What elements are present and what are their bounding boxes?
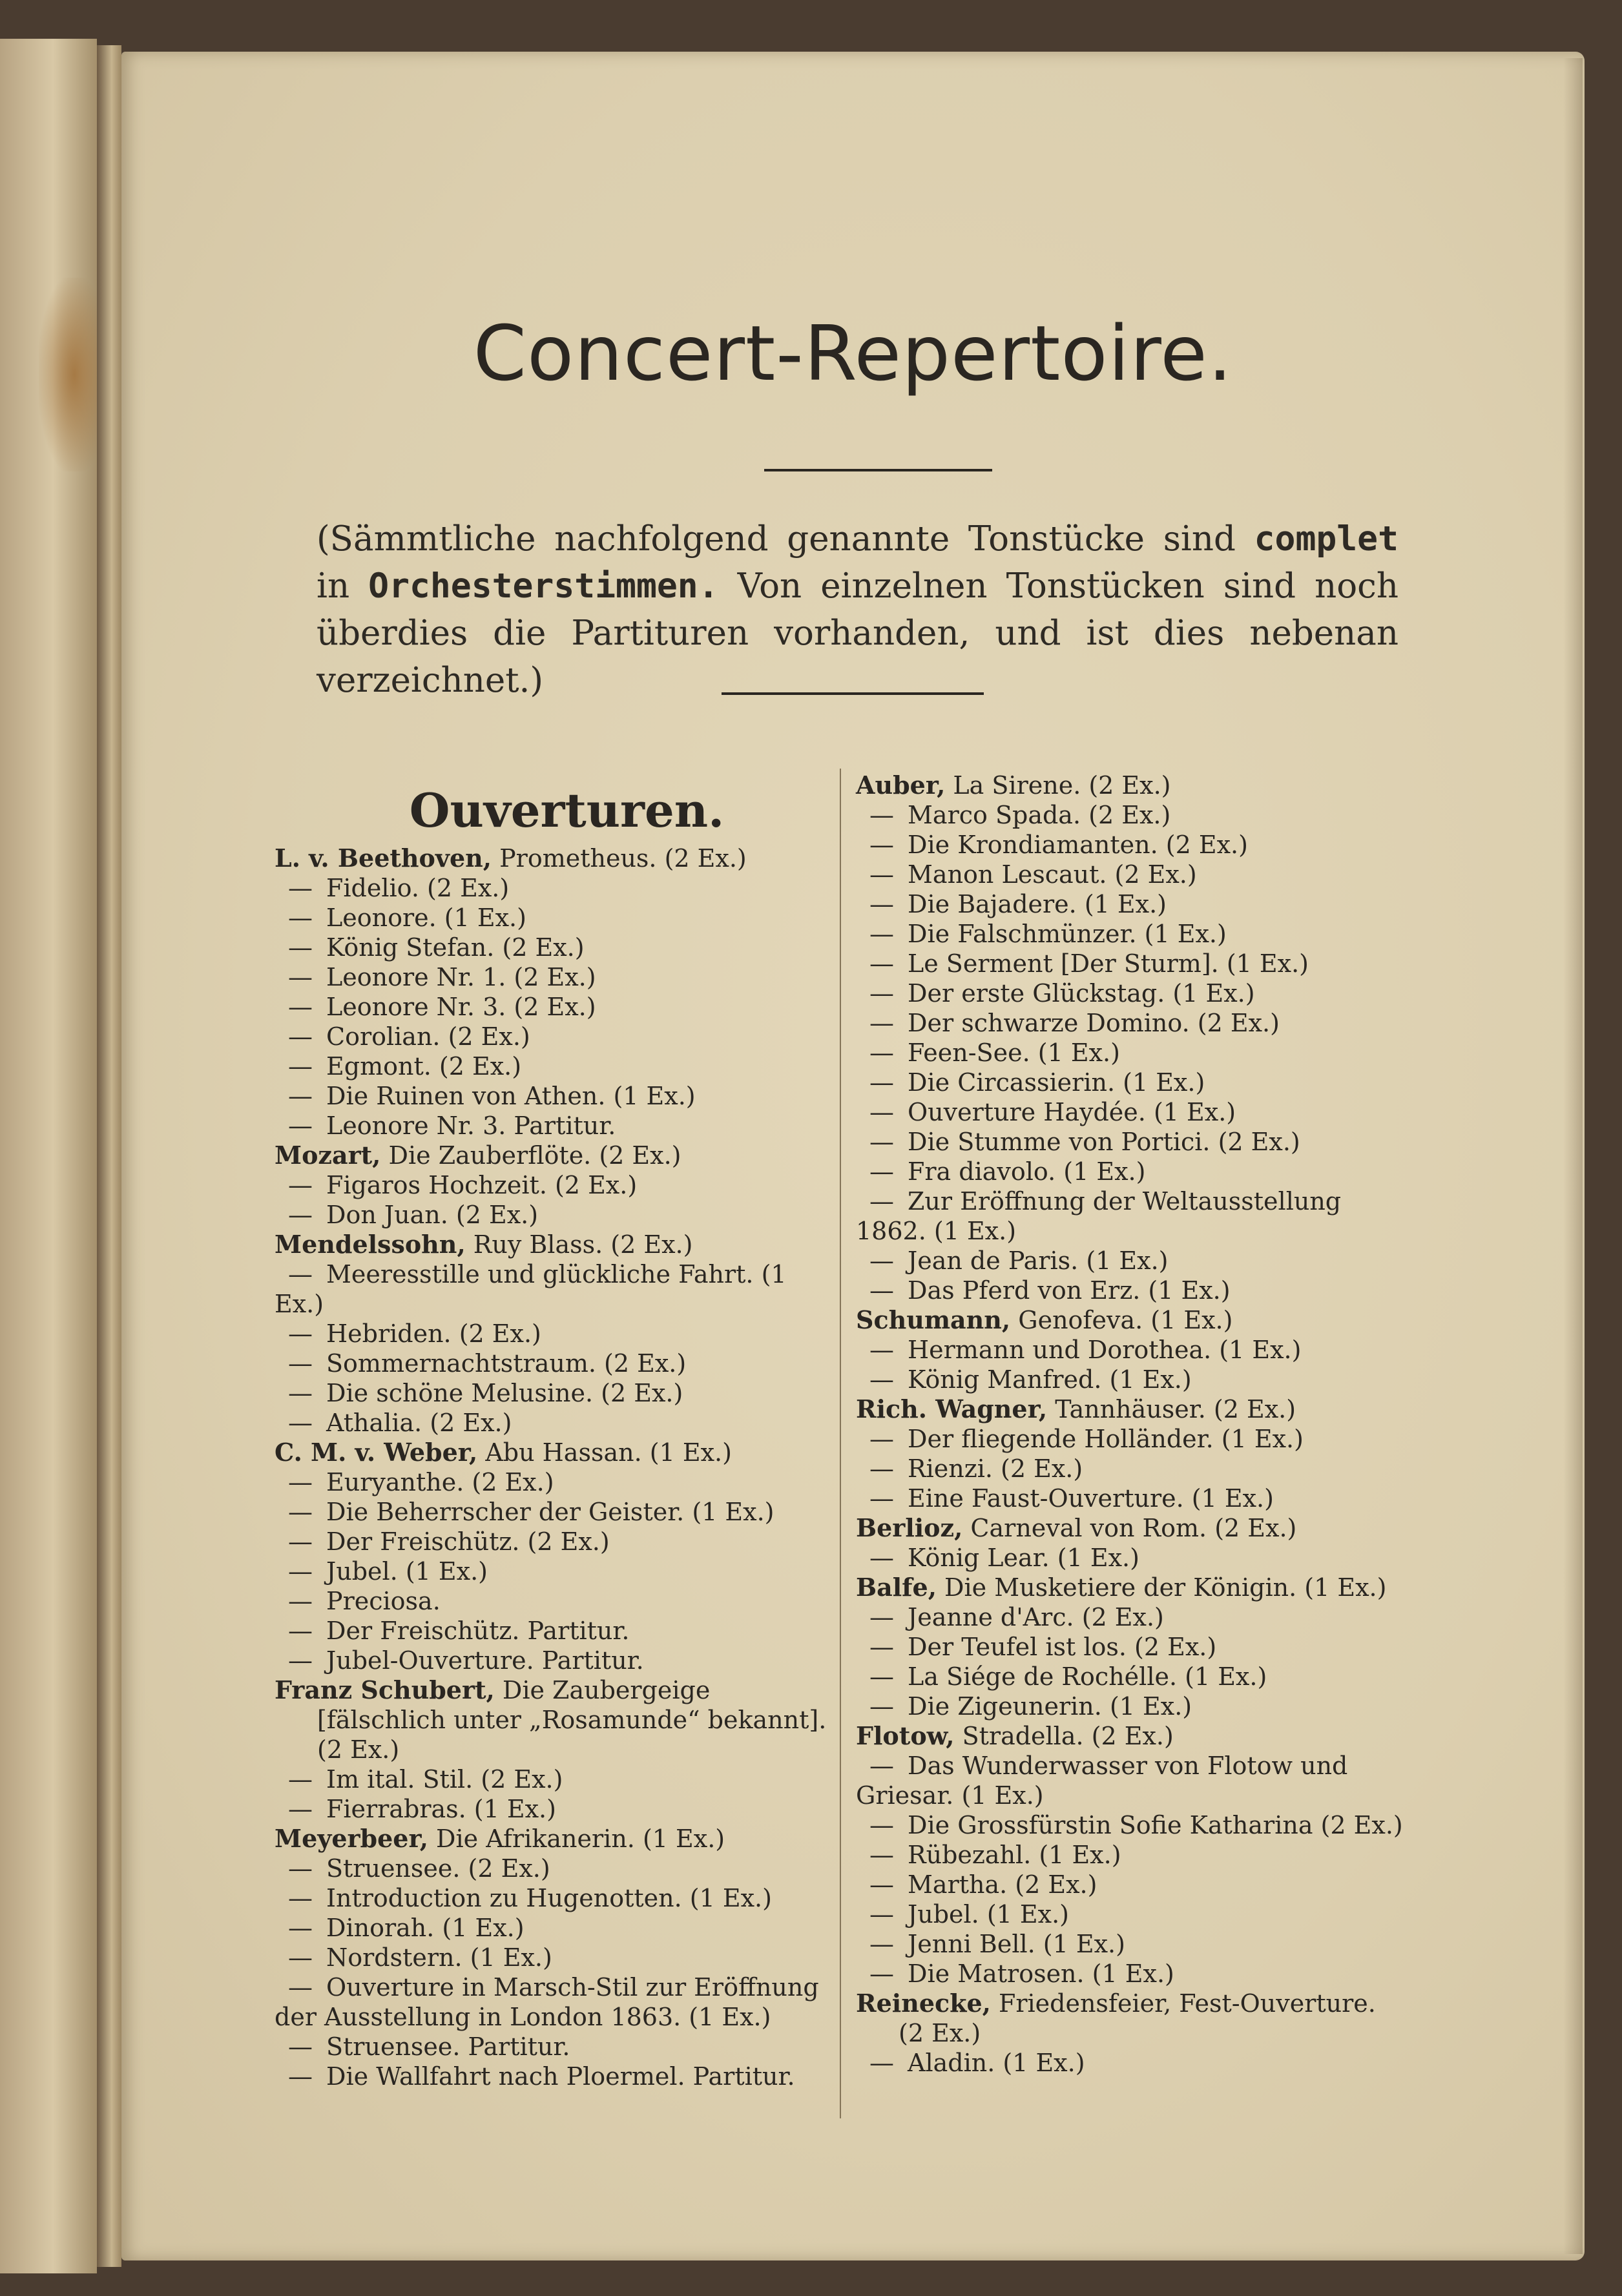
work-title: Eine Faust-Ouverture. (1 Ex.) — [908, 1484, 1274, 1513]
list-item — [856, 1246, 1405, 1276]
list-item — [856, 919, 1405, 949]
list-item — [856, 1186, 1405, 1246]
work-title: Die Beherrscher der Geister. (1 Ex.) — [326, 1498, 775, 1526]
list-item — [275, 933, 833, 962]
work-title: Die Ruinen von Athen. (1 Ex.) — [326, 1082, 696, 1110]
intro-text-1: (Sämmtliche nachfolgend genannte Tonstücke sind — [317, 519, 1254, 559]
title-rule — [764, 469, 992, 471]
list-item — [275, 903, 833, 933]
work-title: Die Bajadere. (1 Ex.) — [908, 890, 1167, 918]
continuation-dash: — — [869, 801, 894, 829]
work-title: Die Krondiamanten. (2 Ex.) — [908, 831, 1248, 859]
left-column-list — [275, 843, 833, 2091]
continuation-dash: — — [288, 1914, 313, 1942]
list-item — [856, 1276, 1405, 1305]
continuation-dash: — — [288, 904, 313, 932]
list-item — [856, 1038, 1405, 1068]
work-title: Die Circassierin. (1 Ex.) — [908, 1068, 1205, 1097]
continuation-dash: — — [288, 1379, 313, 1407]
continuation-dash: — — [869, 860, 894, 889]
work-title: Martha. (2 Ex.) — [908, 1870, 1097, 1899]
work-title: Jeanne d'Arc. (2 Ex.) — [908, 1603, 1164, 1631]
continuation-dash: — — [288, 1557, 313, 1586]
list-item — [856, 1959, 1405, 1989]
work-title: Das Pferd von Erz. (1 Ex.) — [908, 1276, 1231, 1305]
work-title: Prometheus. (2 Ex.) — [492, 844, 747, 873]
work-title: Corolian. (2 Ex.) — [326, 1022, 530, 1051]
list-item — [856, 1305, 1405, 1335]
continuation-dash: — — [869, 1246, 894, 1275]
list-item — [275, 1259, 833, 1319]
work-title: König Lear. (1 Ex.) — [908, 1544, 1139, 1572]
intro-text-3: Von einzelnen Tonstücken sind noch überdies die Partituren vorhanden, und ist dies nebenan verzeichnet.) — [317, 566, 1398, 700]
work-title: König Stefan. (2 Ex.) — [326, 933, 585, 962]
continuation-dash: — — [288, 1943, 313, 1972]
list-item — [275, 1141, 833, 1170]
work-title: Der Freischütz. (2 Ex.) — [326, 1527, 610, 1556]
work-title: Jubel-Ouverture. Partitur. — [326, 1646, 644, 1675]
work-title: Aladin. (1 Ex.) — [908, 2049, 1085, 2077]
work-title: Abu Hassan. (1 Ex.) — [477, 1438, 732, 1467]
work-title: La Sirene. (2 Ex.) — [945, 771, 1171, 800]
composer-name: Berlioz, — [856, 1513, 963, 1542]
work-title: Der fliegende Holländer. (1 Ex.) — [908, 1425, 1304, 1453]
work-title: Die Afrikanerin. (1 Ex.) — [428, 1825, 725, 1853]
continuation-dash: — — [288, 1587, 313, 1615]
continuation-dash: — — [869, 2049, 894, 2077]
work-title: Tannhäuser. (2 Ex.) — [1047, 1395, 1296, 1423]
work-title: Leonore. (1 Ex.) — [326, 904, 526, 932]
column-divider — [840, 769, 841, 2118]
work-title: Die Falschmünzer. (1 Ex.) — [908, 920, 1227, 948]
list-item — [856, 1602, 1405, 1632]
composer-name: L. v. Beethoven, — [275, 843, 492, 873]
continuation-dash: — — [288, 2032, 313, 2061]
list-item — [856, 1454, 1405, 1484]
list-item — [856, 889, 1405, 919]
work-title: Ouverture Haydée. (1 Ex.) — [908, 1098, 1236, 1126]
continuation-dash: — — [869, 1603, 894, 1631]
list-item — [275, 1972, 833, 2032]
list-item — [275, 2032, 833, 2062]
list-item — [856, 1484, 1405, 1513]
work-title: Die schöne Melusine. (2 Ex.) — [326, 1379, 683, 1407]
list-item — [275, 1616, 833, 1646]
work-title: Die Grossfürstin Sofie Katharina (2 Ex.) — [908, 1811, 1403, 1839]
list-item — [275, 1586, 833, 1616]
continuation-dash: — — [288, 1349, 313, 1378]
list-item — [856, 1127, 1405, 1157]
intro-text-2: in — [317, 566, 369, 606]
list-item — [275, 1764, 833, 1794]
continuation-dash: — — [869, 1128, 894, 1156]
composer-name: C. M. v. Weber, — [275, 1438, 478, 1467]
continuation-dash: — — [288, 993, 313, 1021]
work-title: Hermann und Dorothea. (1 Ex.) — [908, 1336, 1302, 1364]
work-title: Nordstern. (1 Ex.) — [326, 1943, 552, 1972]
continuation-dash: — — [869, 1068, 894, 1097]
continuation-dash: — — [869, 1960, 894, 1988]
list-item — [856, 1097, 1405, 1127]
list-item — [275, 843, 833, 873]
continuation-dash: — — [869, 1811, 894, 1839]
continuation-dash: — — [288, 1527, 313, 1556]
work-title: Ruy Blass. (2 Ex.) — [465, 1230, 693, 1259]
work-title: Struensee. Partitur. — [326, 2032, 570, 2061]
list-item — [275, 1557, 833, 1586]
intro-bold-orchesterstimmen: Orchesterstimmen. — [368, 566, 719, 606]
continuation-dash: — — [869, 1930, 894, 1958]
intro-bold-complet: complet — [1254, 519, 1398, 559]
work-title: Im ital. Stil. (2 Ex.) — [326, 1765, 563, 1794]
list-item — [856, 2048, 1405, 2078]
list-item — [856, 1899, 1405, 1929]
work-title: König Manfred. (1 Ex.) — [908, 1365, 1192, 1394]
list-item — [275, 1022, 833, 1051]
work-title: Don Juan. (2 Ex.) — [326, 1201, 539, 1229]
list-item — [275, 1230, 833, 1259]
work-title: Leonore Nr. 3. (2 Ex.) — [326, 993, 596, 1021]
list-item — [275, 1527, 833, 1557]
intro-rule — [722, 692, 984, 695]
list-item — [856, 1157, 1405, 1186]
continuation-dash: — — [288, 1319, 313, 1348]
list-item — [856, 1632, 1405, 1662]
list-item — [856, 1662, 1405, 1691]
work-title: Fidelio. (2 Ex.) — [326, 874, 510, 902]
work-title: Hebriden. (2 Ex.) — [326, 1319, 541, 1348]
work-title: Struensee. (2 Ex.) — [326, 1854, 550, 1883]
list-item — [275, 1111, 833, 1141]
continuation-dash: — — [869, 1365, 894, 1394]
continuation-dash: — — [288, 1765, 313, 1794]
work-title: Meeresstille und glückliche Fahrt. (1 Ex.) — [275, 1260, 787, 1318]
section-title: Ouverturen. — [409, 783, 725, 838]
list-item — [856, 1840, 1405, 1870]
composer-name: Mozart, — [275, 1141, 381, 1170]
list-item — [275, 1319, 833, 1349]
continuation-dash: — — [288, 1052, 313, 1081]
binding-edge — [97, 45, 121, 2267]
continuation-dash: — — [288, 1112, 313, 1140]
continuation-dash: — — [869, 1187, 894, 1215]
list-item — [856, 949, 1405, 978]
work-title: Jubel. (1 Ex.) — [908, 1900, 1069, 1929]
work-title: Die Zaubergeige [fälschlich unter „Rosamunde“ bekannt]. (2 Ex.) — [317, 1676, 827, 1764]
work-title: La Siége de Rochélle. (1 Ex.) — [908, 1662, 1267, 1691]
composer-name: Schumann, — [856, 1305, 1011, 1334]
work-title: Der erste Glückstag. (1 Ex.) — [908, 979, 1255, 1008]
continuation-dash: — — [869, 1276, 894, 1305]
continuation-dash: — — [869, 920, 894, 948]
work-title: Sommernachtstraum. (2 Ex.) — [326, 1349, 687, 1378]
continuation-dash: — — [288, 1171, 313, 1199]
continuation-dash: — — [869, 1009, 894, 1037]
work-title: Die Musketiere der Königin. (1 Ex.) — [936, 1573, 1387, 1602]
list-item — [856, 1751, 1405, 1810]
continuation-dash: — — [288, 1884, 313, 1912]
work-title: Dinorah. (1 Ex.) — [326, 1914, 525, 1942]
continuation-dash: — — [869, 1454, 894, 1483]
list-item — [856, 1335, 1405, 1365]
continuation-dash: — — [288, 1646, 313, 1675]
intro-paragraph — [317, 515, 1398, 704]
work-title: Manon Lescaut. (2 Ex.) — [908, 860, 1197, 889]
continuation-dash: — — [869, 1633, 894, 1661]
continuation-dash: — — [869, 949, 894, 978]
list-item — [856, 1394, 1405, 1424]
list-item — [275, 992, 833, 1022]
work-title: Der schwarze Domino. (2 Ex.) — [908, 1009, 1280, 1037]
work-title: Introduction zu Hugenotten. (1 Ex.) — [326, 1884, 772, 1912]
list-item — [275, 1497, 833, 1527]
work-title: Der Teufel ist los. (2 Ex.) — [908, 1633, 1217, 1661]
continuation-dash: — — [869, 1484, 894, 1513]
continuation-dash: — — [288, 874, 313, 902]
list-item — [275, 1408, 833, 1438]
work-title: Leonore Nr. 3. Partitur. — [326, 1112, 616, 1140]
list-item — [856, 1365, 1405, 1394]
work-title: Carneval von Rom. (2 Ex.) — [962, 1514, 1297, 1542]
composer-name: Franz Schubert, — [275, 1675, 495, 1704]
work-title: Genofeva. (1 Ex.) — [1010, 1306, 1233, 1334]
continuation-dash: — — [869, 1098, 894, 1126]
page-title: Concert-Repertoire. — [473, 309, 1233, 398]
work-title: Rienzi. (2 Ex.) — [908, 1454, 1083, 1483]
list-item — [856, 1870, 1405, 1899]
continuation-dash: — — [869, 1752, 894, 1780]
list-item — [275, 1170, 833, 1200]
continuation-dash: — — [288, 1498, 313, 1526]
continuation-dash: — — [288, 2062, 313, 2091]
work-title: Die Wallfahrt nach Ploermel. Partitur. — [326, 2062, 795, 2091]
list-item — [856, 860, 1405, 889]
list-item — [856, 1573, 1405, 1602]
composer-name: Mendelssohn, — [275, 1230, 466, 1259]
list-item — [275, 1467, 833, 1497]
continuation-dash: — — [869, 1662, 894, 1691]
continuation-dash: — — [288, 963, 313, 991]
work-title: Euryanthe. (2 Ex.) — [326, 1468, 554, 1496]
list-item — [856, 1721, 1405, 1751]
list-item — [856, 800, 1405, 830]
list-item — [275, 1943, 833, 1972]
list-item — [856, 1068, 1405, 1097]
list-item — [275, 962, 833, 992]
composer-name: Flotow, — [856, 1721, 955, 1750]
list-item — [856, 978, 1405, 1008]
list-item — [275, 1675, 833, 1764]
continuation-dash: — — [288, 1468, 313, 1496]
list-item — [856, 1513, 1405, 1543]
work-title: Stradella. (2 Ex.) — [954, 1722, 1174, 1750]
continuation-dash: — — [288, 1973, 313, 2001]
list-item — [856, 1424, 1405, 1454]
list-item — [275, 1200, 833, 1230]
left-column — [275, 781, 833, 2091]
list-item — [856, 1691, 1405, 1721]
work-title: Die Stumme von Portici. (2 Ex.) — [908, 1128, 1300, 1156]
continuation-dash: — — [869, 1336, 894, 1364]
work-title: Ouverture in Marsch-Stil zur Eröffnung der Ausstellung in London 1863. (1 Ex.) — [275, 1973, 819, 2031]
work-title: Preciosa. — [326, 1587, 441, 1615]
list-item — [275, 1081, 833, 1111]
work-title: Jenni Bell. (1 Ex.) — [908, 1930, 1125, 1958]
continuation-dash: — — [869, 1870, 894, 1899]
continuation-dash: — — [869, 1039, 894, 1067]
work-title: Das Wunderwasser von Flotow und Griesar. (1 Ex.) — [856, 1752, 1348, 1810]
work-title: Athalia. (2 Ex.) — [326, 1409, 512, 1437]
composer-name: Meyerbeer, — [275, 1824, 428, 1853]
right-column-list — [856, 771, 1405, 2078]
continuation-dash: — — [288, 1260, 313, 1288]
continuation-dash: — — [288, 1854, 313, 1883]
continuation-dash: — — [869, 1692, 894, 1721]
list-item — [856, 771, 1405, 800]
composer-name: Balfe, — [856, 1573, 937, 1602]
continuation-dash: — — [869, 1544, 894, 1572]
list-item — [275, 1824, 833, 1854]
list-item — [856, 1008, 1405, 1038]
continuation-dash: — — [288, 1409, 313, 1437]
list-item — [275, 1646, 833, 1675]
list-item — [275, 2062, 833, 2091]
list-item — [856, 1810, 1405, 1840]
work-title: Feen-See. (1 Ex.) — [908, 1039, 1120, 1067]
list-item — [275, 1883, 833, 1913]
work-title: Friedensfeier, Fest-Ouverture. (2 Ex.) — [899, 1989, 1376, 2047]
continuation-dash: — — [869, 1157, 894, 1186]
work-title: Egmont. (2 Ex.) — [326, 1052, 522, 1081]
work-title: Zur Eröffnung der Weltausstellung 1862. (1 Ex.) — [856, 1187, 1342, 1245]
work-title: Die Zigeunerin. (1 Ex.) — [908, 1692, 1192, 1721]
list-item — [275, 1913, 833, 1943]
work-title: Rübezahl. (1 Ex.) — [908, 1841, 1121, 1869]
work-title: Le Serment [Der Sturm]. (1 Ex.) — [908, 949, 1309, 978]
work-title: Der Freischütz. Partitur. — [326, 1617, 630, 1645]
continuation-dash: — — [288, 1082, 313, 1110]
work-title: Die Matrosen. (1 Ex.) — [908, 1960, 1174, 1988]
work-title: Figaros Hochzeit. (2 Ex.) — [326, 1171, 638, 1199]
continuation-dash: — — [869, 1425, 894, 1453]
continuation-dash: — — [288, 1201, 313, 1229]
continuation-dash: — — [869, 831, 894, 859]
list-item — [275, 1854, 833, 1883]
composer-name: Reinecke, — [856, 1989, 991, 2018]
list-item — [275, 873, 833, 903]
continuation-dash: — — [869, 979, 894, 1008]
work-title: Marco Spada. (2 Ex.) — [908, 801, 1171, 829]
work-title: Jubel. (1 Ex.) — [326, 1557, 488, 1586]
work-title: Die Zauberflöte. (2 Ex.) — [380, 1141, 681, 1170]
work-title: Leonore Nr. 1. (2 Ex.) — [326, 963, 596, 991]
composer-name: Rich. Wagner, — [856, 1394, 1048, 1423]
continuation-dash: — — [288, 1022, 313, 1051]
list-item — [856, 1989, 1405, 2048]
list-item — [275, 1051, 833, 1081]
list-item — [275, 1378, 833, 1408]
work-title: Fra diavolo. (1 Ex.) — [908, 1157, 1146, 1186]
list-item — [856, 1543, 1405, 1573]
list-item — [275, 1794, 833, 1824]
continuation-dash: — — [288, 1617, 313, 1645]
continuation-dash: — — [869, 1900, 894, 1929]
list-item — [275, 1438, 833, 1467]
right-column — [856, 771, 1405, 2078]
work-title: Fierrabras. (1 Ex.) — [326, 1795, 556, 1823]
composer-name: Auber, — [856, 771, 946, 800]
list-item — [275, 1349, 833, 1378]
continuation-dash: — — [288, 933, 313, 962]
continuation-dash: — — [869, 890, 894, 918]
list-item — [856, 1929, 1405, 1959]
continuation-dash: — — [869, 1841, 894, 1869]
list-item — [856, 830, 1405, 860]
work-title: Jean de Paris. (1 Ex.) — [908, 1246, 1169, 1275]
continuation-dash: — — [288, 1795, 313, 1823]
